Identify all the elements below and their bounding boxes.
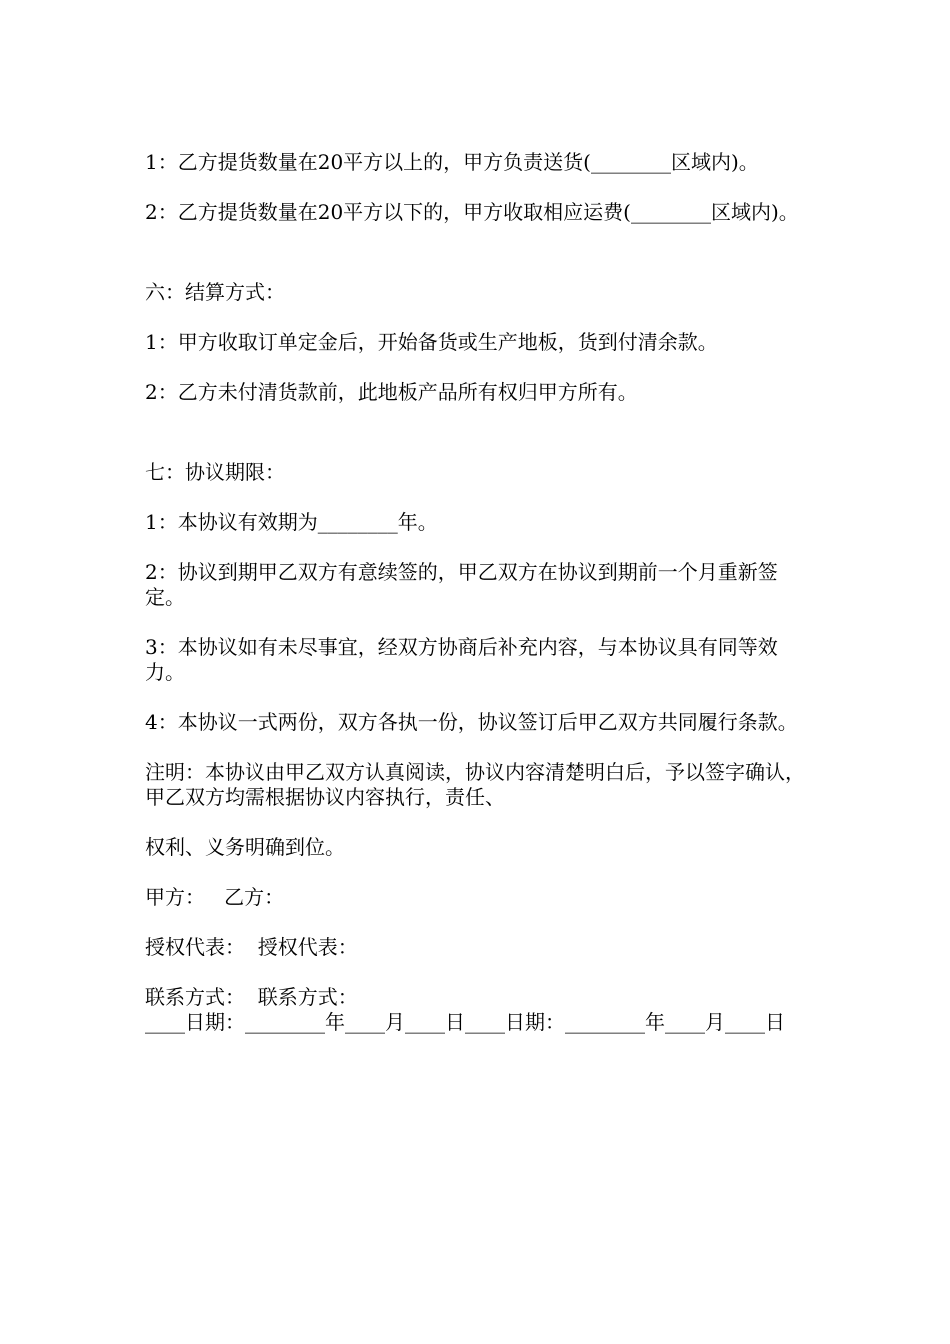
section-7-heading: 七：协议期限：	[145, 460, 285, 484]
signature-representatives: 授权代表： 授权代表：	[145, 935, 358, 959]
section-7-item-1: 1：本协议有效期为________年。	[145, 510, 438, 534]
section-6-item-1: 1：甲方收取订单定金后，开始备货或生产地板，货到付清余款。	[145, 330, 718, 354]
signature-dates: ____日期：________年____月____日____日期：________年____月____日	[145, 1010, 785, 1034]
signature-parties: 甲方： 乙方：	[145, 885, 285, 909]
section-7-item-4: 4：本协议一式两份，双方各执一份，协议签订后甲乙双方共同履行条款。	[145, 710, 798, 734]
clause-delivery-below-20: 2：乙方提货数量在20平方以下的，甲方收取相应运费(________区域内)。	[145, 200, 799, 224]
section-7-item-2: 2：协议到期甲乙双方有意续签的，甲乙双方在协议到期前一个月重新签定。	[145, 560, 778, 609]
signature-contacts: 联系方式： 联系方式：	[145, 985, 358, 1009]
section-6-item-2: 2：乙方未付清货款前，此地板产品所有权归甲方所有。	[145, 380, 638, 404]
note-paragraph: 注明：本协议由甲乙双方认真阅读，协议内容清楚明白后，予以签字确认，甲乙双方均需根据协议内容执行，责任、	[145, 760, 805, 809]
section-6-heading: 六：结算方式：	[145, 280, 285, 304]
clause-delivery-above-20: 1：乙方提货数量在20平方以上的，甲方负责送货(________区域内)。	[145, 150, 759, 174]
note-continuation: 权利、义务明确到位。	[145, 835, 345, 859]
document-page	[145, 150, 807, 1060]
section-7-item-3: 3：本协议如有未尽事宜，经双方协商后补充内容，与本协议具有同等效力。	[145, 635, 778, 684]
